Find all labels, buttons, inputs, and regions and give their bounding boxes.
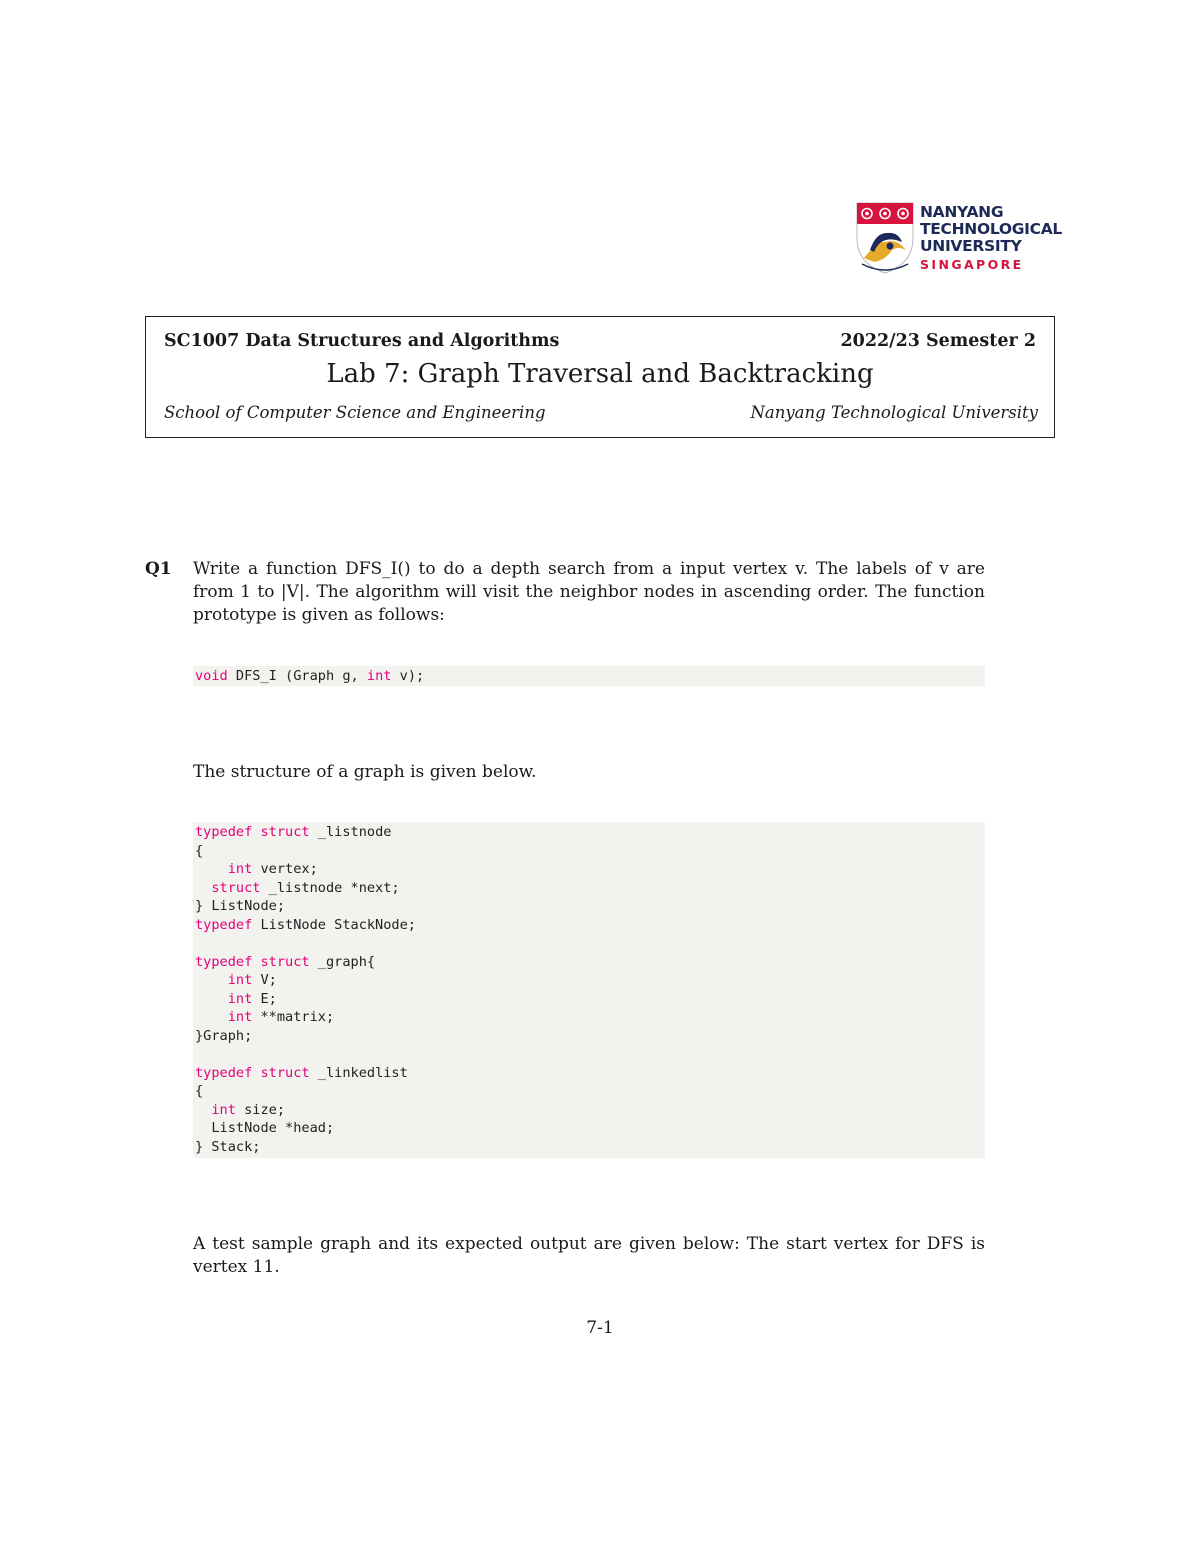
- code-token: _graph{: [309, 953, 376, 970]
- code-line: [195, 842, 985, 861]
- code-token: size;: [235, 1101, 286, 1118]
- graph-structure-intro: The structure of a graph is given below.: [193, 762, 537, 782]
- code-token: DFS_I (Graph g,: [227, 668, 367, 684]
- ntu-crest-icon: [856, 202, 914, 274]
- code-token: _listnode: [309, 824, 392, 840]
- code-keyword: int: [211, 1101, 236, 1118]
- code-keyword: typedef: [195, 824, 253, 840]
- school-name: School of Computer Science and Engineering: [164, 403, 546, 422]
- code-line: [195, 916, 985, 935]
- graph-structure-code: [193, 822, 985, 1158]
- header-top-row: [164, 331, 1036, 351]
- code-line: [195, 953, 985, 972]
- code-keyword: struct: [211, 879, 261, 896]
- code-line: [195, 823, 985, 842]
- question-text: Write a function DFS_I() to do a depth search from a input vertex v. The labels of v are from 1 to |V|. The algorithm will visit the neighbor nodes in ascending order. The function prototype is given as follows:: [193, 559, 985, 625]
- code-line: [195, 1008, 985, 1027]
- ntu-logo: [856, 200, 1062, 276]
- code-line: [195, 897, 985, 916]
- logo-country: SINGAPORE: [920, 257, 1024, 272]
- code-line: [195, 1138, 985, 1157]
- function-prototype-code: [193, 666, 985, 686]
- code-token: ListNode *head;: [195, 1120, 335, 1136]
- code-token: [195, 861, 228, 877]
- logo-line-1: NANYANG: [920, 203, 1004, 221]
- code-token: [195, 1009, 228, 1025]
- code-token: [195, 991, 228, 1007]
- code-token: {: [195, 842, 204, 859]
- code-token: _linkedlist: [309, 1064, 408, 1081]
- code-keyword: int: [227, 990, 253, 1007]
- code-line: [195, 990, 985, 1009]
- code-line: [195, 1027, 985, 1046]
- code-token: E;: [252, 990, 277, 1007]
- code-keyword: void: [195, 668, 228, 684]
- lab-header-box: [145, 316, 1055, 438]
- logo-line-3: UNIVERSITY: [920, 237, 1022, 255]
- code-keyword: int: [366, 668, 392, 684]
- code-line: [195, 934, 985, 953]
- header-bottom-row: [164, 403, 1038, 422]
- code-keyword: int: [227, 861, 253, 877]
- code-line: [195, 879, 985, 898]
- code-keyword: typedef: [195, 1064, 253, 1081]
- code-token: vertex;: [252, 861, 318, 877]
- ntu-wordmark: [920, 204, 1062, 273]
- code-token: [195, 880, 211, 896]
- code-line: [195, 667, 985, 686]
- code-line: [195, 1064, 985, 1083]
- code-line: [195, 860, 985, 879]
- code-token: } ListNode;: [195, 898, 286, 914]
- code-token: } Stack;: [195, 1138, 261, 1155]
- code-keyword: typedef: [195, 953, 253, 970]
- code-token: V;: [252, 972, 277, 988]
- lab-title: Lab 7: Graph Traversal and Backtracking: [326, 359, 874, 389]
- question-label: Q1: [145, 559, 172, 579]
- code-line: [195, 1101, 985, 1120]
- page-number: 7-1: [586, 1318, 614, 1338]
- university-name: Nanyang Technological University: [750, 403, 1038, 422]
- course-title: SC1007 Data Structures and Algorithms: [164, 331, 560, 351]
- semester-label: 2022/23 Semester 2: [840, 331, 1036, 351]
- code-token: **matrix;: [252, 1009, 335, 1025]
- logo-line-2: TECHNOLOGICAL: [920, 220, 1062, 238]
- code-keyword: int: [227, 972, 253, 988]
- code-token: [195, 972, 228, 988]
- code-line: [195, 971, 985, 990]
- code-line: [195, 1045, 985, 1064]
- code-keyword: typedef: [195, 916, 253, 933]
- code-keyword: struct: [260, 1064, 310, 1081]
- code-token: ListNode StackNode;: [252, 916, 416, 933]
- code-token: }Graph;: [195, 1027, 253, 1044]
- code-token: _listnode *next;: [260, 879, 400, 896]
- test-sample-intro: A test sample graph and its expected output are given below: The start vertex for DFS is vertex 11.: [193, 1234, 985, 1277]
- code-token: {: [195, 1083, 204, 1099]
- code-token: v);: [391, 668, 425, 684]
- code-keyword: struct: [260, 824, 310, 840]
- code-line: [195, 1082, 985, 1101]
- code-keyword: struct: [260, 953, 310, 970]
- code-keyword: int: [227, 1009, 253, 1025]
- code-token: [195, 1102, 211, 1118]
- code-line: [195, 1119, 985, 1138]
